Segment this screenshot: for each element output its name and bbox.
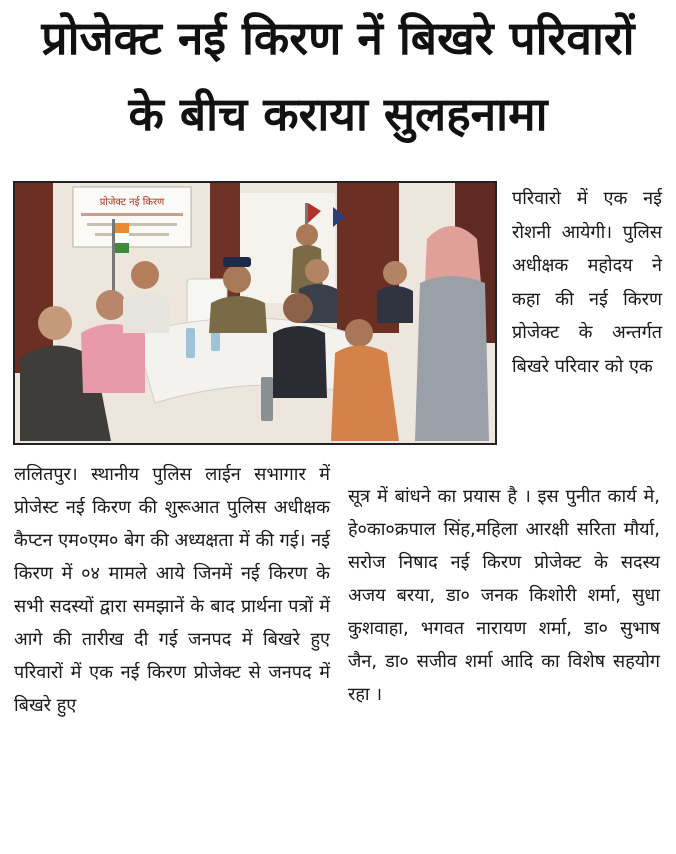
article-paragraph: परिवारो में एक नई रोशनी आयेगी। पुलिस अधीक्षक महोदय ने कहा की नई किरण प्रोजेक्ट के अन्तर्गत बिखरे परिवार को एक [512,188,662,377]
person-head [38,306,72,340]
banner [73,187,191,247]
person-head [383,261,407,285]
person-head [283,293,313,323]
news-photo [13,181,497,445]
person-body [377,286,413,323]
person-head [96,290,126,320]
police-cap [223,257,251,267]
meeting-photo-illustration [15,183,495,443]
banner-line [81,213,183,216]
steel-bottle [261,377,273,421]
article-column-left [14,458,330,722]
person-head [305,259,329,283]
headline [0,0,676,170]
article-paragraph: ललितपुर। स्थानीय पुलिस लाईन सभागार में प्रोजेस्ट नई किरण की शुरूआत पुलिस अधीक्षक कैप्टन एम०एम० बेग की अध्यक्षता में की गई। नई किरण में ०४ मामले आये जिनमें नई किरण के सभी सदस्यों द्वारा समझानें के बाद प्रार्थना पत्रों में आगे की तारीख दी गई जनपद में बिखरे हुए परिवारों में एक नई किरण प्रोजेक्ट से जनपद में बिखरे हुए [14,464,331,716]
headline-line-2: के बीच कराया सुलहनामा [128,87,548,141]
water-bottle [186,328,195,358]
person-head [345,319,373,347]
banner-title: प्रोजेक्ट नई किरण [99,197,165,208]
person-body [415,276,489,441]
article-column-right-bottom [348,480,660,711]
flag-saffron [115,223,129,233]
flag-white [115,233,129,243]
article-paragraph: सूत्र में बांधने का प्रयास है । इस पुनीत कार्य मे, हे०का०क्रपाल सिंह,महिला आरक्षी सरिता मौर्या, सरोज निषाद नई किरण प्रोजेक्ट के सदस्य अजय बरया, डा० जनक किशोरी शर्मा, सुधा कुशवाहा, भगवत नारायण शर्मा, डा० सुभाष जैन, डा० सजीव शर्मा आदि का विशेष सहयोग रहा । [348,486,660,705]
police-uniform [209,296,267,333]
person-body [81,324,145,393]
curtain-left [15,183,53,373]
banner-line [95,233,169,236]
flag-green [115,243,129,253]
person-head [296,224,318,246]
article-column-right-top [512,182,662,383]
person-head [223,265,251,293]
banner-line [87,223,177,226]
headline-line-1: प्रोजेक्ट नई किरण नें बिखरे परिवारों [41,11,635,65]
person-body [273,326,327,398]
person-head [131,261,159,289]
person-body [123,293,169,333]
